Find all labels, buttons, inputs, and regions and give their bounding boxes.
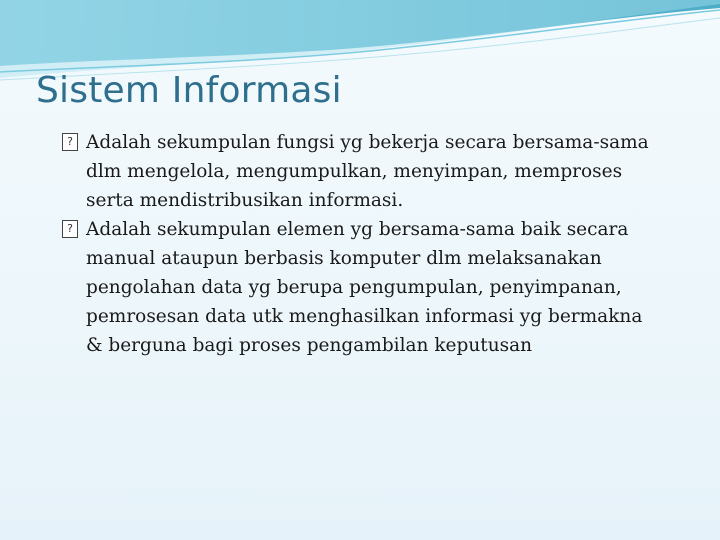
- bullet-text: Adalah sekumpulan elemen yg bersama-sama baik secara manual ataupun berbasis komputer dlm melaksanakan pengolahan data yg berupa pengumpulan, penyimpanan, pemrosesan data utk menghasilkan informasi yg bermakna & berguna bagi proses pengambilan keputusan: [86, 219, 643, 356]
- bullet-item: [62, 215, 662, 360]
- bullet-text: Adalah sekumpulan fungsi yg bekerja secara bersama-sama dlm mengelola, mengumpulkan, menyimpan, memproses serta mendistribusikan informasi.: [86, 132, 649, 211]
- slide-title: Sistem Informasi: [36, 70, 342, 111]
- missing-glyph-box-icon: ?: [62, 220, 78, 238]
- missing-glyph-box-icon: ?: [62, 133, 78, 151]
- bullet-item: [62, 128, 662, 215]
- bullet-list: [62, 128, 662, 360]
